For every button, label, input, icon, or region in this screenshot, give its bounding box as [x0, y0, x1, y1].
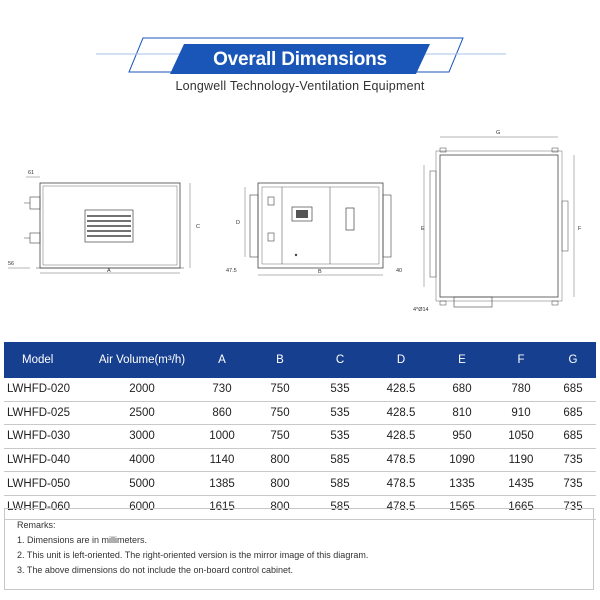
- cell-g: 685: [550, 378, 596, 401]
- dim-top-g: G: [496, 130, 501, 136]
- cell-e: 810: [432, 401, 492, 425]
- table: [4, 342, 596, 520]
- cell-g: 735: [550, 448, 596, 472]
- cell-b: 750: [250, 401, 310, 425]
- cell-model: LWHFD-020: [4, 378, 90, 401]
- cell-f: 1190: [492, 448, 550, 472]
- dim-side-right: 40: [396, 268, 403, 274]
- cell-b: 750: [250, 425, 310, 449]
- col-header-g: G: [550, 342, 596, 378]
- cell-g: 685: [550, 401, 596, 425]
- side-body: [258, 183, 383, 268]
- cell-air-volume: 4000: [90, 448, 194, 472]
- technical-drawings: [0, 115, 600, 330]
- cell-model: LWHFD-040: [4, 448, 90, 472]
- dim-top-e: E: [421, 226, 425, 232]
- dim-side-b: B: [318, 269, 322, 275]
- cell-f: 1435: [492, 472, 550, 496]
- dimensions-table: [4, 342, 596, 520]
- cell-b: 800: [250, 448, 310, 472]
- cell-c: 535: [310, 425, 370, 449]
- cell-d: 478.5: [370, 495, 432, 519]
- dim-front-left: 56: [8, 261, 15, 267]
- cell-model: LWHFD-030: [4, 425, 90, 449]
- front-view: [8, 177, 190, 273]
- cell-model: LWHFD-025: [4, 401, 90, 425]
- dim-front-a: A: [107, 268, 111, 274]
- cell-f: 910: [492, 401, 550, 425]
- cell-d: 478.5: [370, 472, 432, 496]
- cell-model: LWHFD-050: [4, 472, 90, 496]
- col-header-d: D: [370, 342, 432, 378]
- col-header-c: C: [310, 342, 370, 378]
- cell-e: 1565: [432, 495, 492, 519]
- col-header-f: F: [492, 342, 550, 378]
- cell-f: 1050: [492, 425, 550, 449]
- cell-c: 585: [310, 448, 370, 472]
- front-duct-top: [30, 197, 40, 209]
- cell-c: 535: [310, 378, 370, 401]
- cell-d: 428.5: [370, 378, 432, 401]
- col-header-model: Model: [4, 342, 90, 378]
- dim-side-d: D: [236, 220, 240, 226]
- top-body: [440, 155, 558, 297]
- cell-air-volume: 3000: [90, 425, 194, 449]
- cell-a: 1000: [194, 425, 250, 449]
- front-duct-bottom: [30, 233, 40, 243]
- cell-model: LWHFD-060: [4, 495, 90, 519]
- remarks-title: Remarks:: [17, 520, 56, 530]
- cell-e: 1335: [432, 472, 492, 496]
- cell-g: 735: [550, 495, 596, 519]
- cell-a: 730: [194, 378, 250, 401]
- cell-b: 800: [250, 472, 310, 496]
- cell-air-volume: 6000: [90, 495, 194, 519]
- remarks-box: [4, 508, 594, 590]
- remark-item: 2. This unit is left-oriented. The right-oriented version is the mirror image of this diagram.: [17, 550, 369, 560]
- cell-b: 800: [250, 495, 310, 519]
- col-header-a: A: [194, 342, 250, 378]
- dim-front-c: C: [196, 224, 200, 230]
- dim-top-hole: 4*Ø14: [413, 307, 429, 313]
- cell-d: 428.5: [370, 425, 432, 449]
- cell-d: 428.5: [370, 401, 432, 425]
- cell-c: 535: [310, 401, 370, 425]
- cell-g: 735: [550, 472, 596, 496]
- table-header-row: [4, 342, 596, 378]
- dim-front-top: 61: [28, 170, 35, 176]
- cell-air-volume: 2500: [90, 401, 194, 425]
- cell-b: 750: [250, 378, 310, 401]
- cell-f: 1665: [492, 495, 550, 519]
- cell-e: 1090: [432, 448, 492, 472]
- dim-top-f: F: [578, 226, 582, 232]
- remark-item: 3. The above dimensions do not include the on-board control cabinet.: [17, 565, 294, 575]
- cell-a: 860: [194, 401, 250, 425]
- remark-item: 1. Dimensions are in millimeters.: [17, 535, 148, 545]
- page-subtitle: Longwell Technology-Ventilation Equipment: [175, 79, 425, 93]
- drawings-svg: [0, 115, 600, 330]
- cell-f: 780: [492, 378, 550, 401]
- cell-g: 685: [550, 425, 596, 449]
- col-header-e: E: [432, 342, 492, 378]
- table-row: [4, 401, 596, 425]
- dim-side-left: 47.5: [226, 268, 237, 274]
- header-banner: [0, 0, 600, 110]
- cell-d: 478.5: [370, 448, 432, 472]
- table-row: [4, 472, 596, 496]
- cell-a: 1615: [194, 495, 250, 519]
- table-row: [4, 425, 596, 449]
- cell-c: 585: [310, 472, 370, 496]
- table-row: [4, 378, 596, 401]
- side-view: [245, 183, 391, 275]
- col-header-b: B: [250, 342, 310, 378]
- cell-e: 950: [432, 425, 492, 449]
- cell-a: 1140: [194, 448, 250, 472]
- cell-e: 680: [432, 378, 492, 401]
- top-view: [424, 137, 574, 307]
- table-row: [4, 448, 596, 472]
- cell-air-volume: 5000: [90, 472, 194, 496]
- cell-air-volume: 2000: [90, 378, 194, 401]
- page-title: Overall Dimensions: [213, 49, 387, 70]
- col-header-air-volume: Air Volume(m³/h): [90, 342, 194, 378]
- cell-a: 1385: [194, 472, 250, 496]
- cell-c: 585: [310, 495, 370, 519]
